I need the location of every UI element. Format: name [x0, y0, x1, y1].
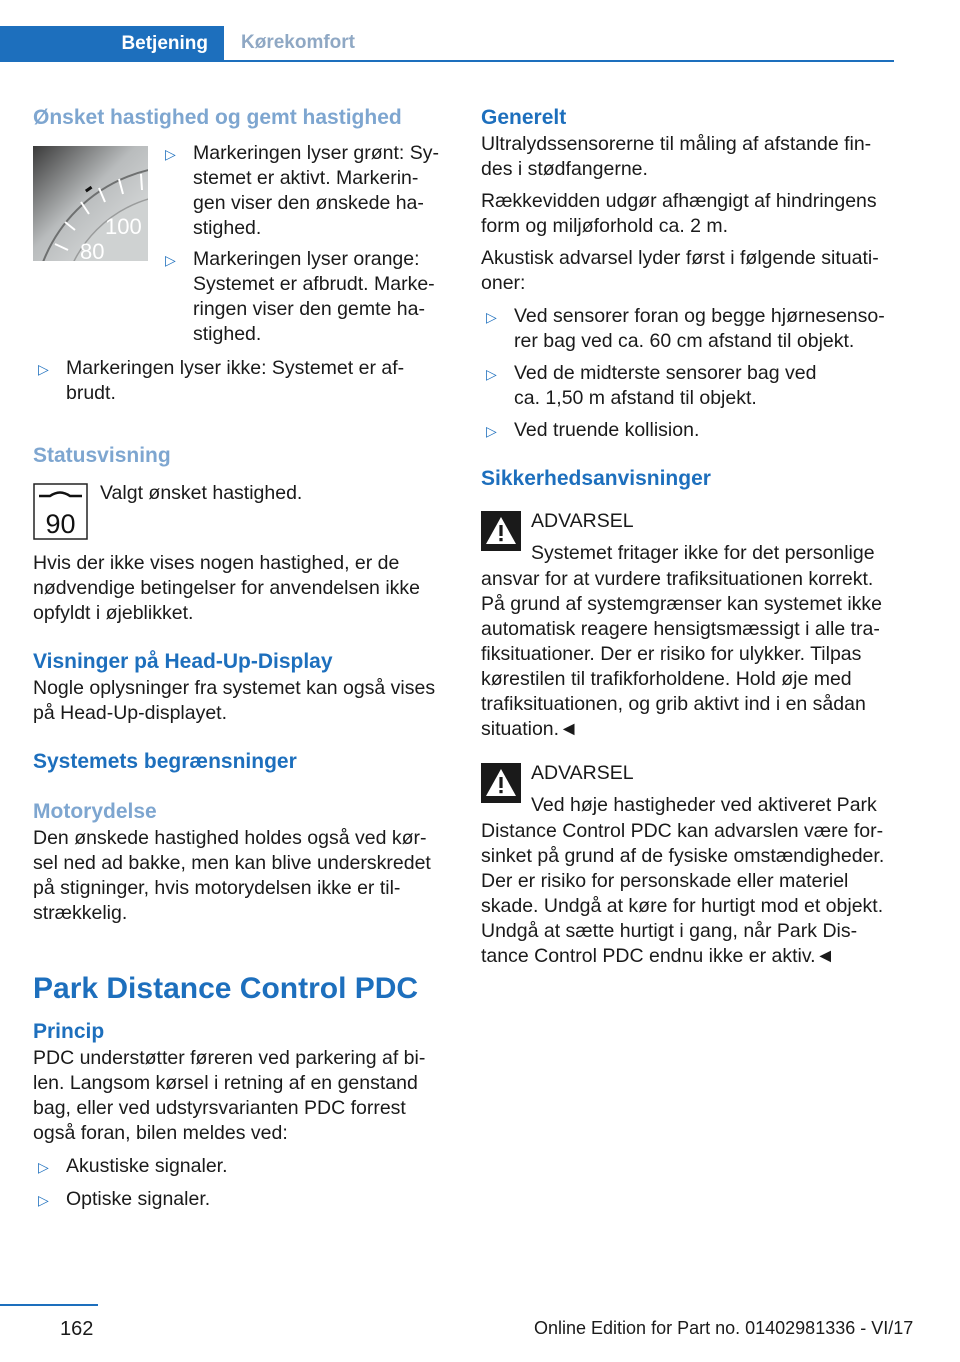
- generelt-paragraph-1: Ultralydssensorerne til måling af afstande fin- des i stødfangerne.: [481, 133, 872, 180]
- generelt-paragraph-2: Rækkevidden udgør afhængigt af hindringens form og miljøforhold ca. 2 m.: [481, 190, 877, 237]
- status-paragraph: Hvis der ikke vises nogen hastighed, er de nødvendige betingelser for anvendelsen ikke opfyldt i øjeblikket.: [33, 552, 421, 624]
- bullet-b-block: [33, 356, 448, 406]
- tab-betjening[interactable]: Betjening: [0, 26, 224, 62]
- bullet-triangle-icon: ▷: [486, 366, 497, 382]
- list-item: ▷ Optiske signaler.: [33, 1187, 448, 1212]
- warning-triangle-icon: [481, 511, 521, 551]
- header-tabbar: [0, 26, 894, 62]
- motor-paragraph: Den ønskede hastighed holdes også ved kør- sel ned ad bakke, men kan blive underskredet på stigninger, hvis motorydelsen ikke er til- strækkelig.: [33, 827, 431, 924]
- hud-heading: Visninger på Head-Up-Display: [33, 650, 333, 673]
- bullet-triangle-icon: ▷: [38, 1159, 49, 1175]
- speed-heading: Ønsket hastighed og gemt hastighed: [33, 106, 402, 129]
- list-item: ▷ Ved de midterste sensorer bag ved ca. 1,50 m afstand til objekt.: [486, 362, 817, 409]
- svg-text:90: 90: [45, 509, 76, 539]
- princip-paragraph: PDC understøtter føreren ved parkering af bi- len. Langsom kørsel i retning af en genstand bag, eller ved udstyrsvarianten PDC forrest også foran, bilen meldes ved:: [33, 1047, 426, 1144]
- status-section: [33, 442, 448, 470]
- list-item: ▷ Ved sensorer foran og begge hjørnesenso- rer bag ved ca. 60 cm afstand til objekt.: [486, 305, 885, 352]
- warning-2-body: Distance Control PDC kan advarslen være for- sinket på grund af de fysiske omstændigheder. Der er risiko for personskade eller materiel skade. Undgå at køre for hurtigt mod et objekt. Undgå at sætte hurtigt i gang, når Park Dis- tance Control PDC endnu ikke er aktiv.◄: [481, 820, 885, 967]
- list-item: ▷ Markeringen lyser grønt: Sy- stemet er aktivt. Markerin- gen viser den ønskede ha- stighed.: [165, 142, 439, 239]
- tab-korekomfort[interactable]: Kørekomfort: [241, 32, 356, 53]
- status-heading: Statusvisning: [33, 444, 171, 467]
- generelt-heading: Generelt: [481, 106, 567, 129]
- list-item: ▷ Markeringen lyser orange: Systemet er afbrudt. Marke- ringen viser den gemte ha- stighed.: [165, 248, 435, 345]
- right-column: [481, 104, 901, 493]
- warning-2-first-line: Ved høje hastigheder ved aktiveret Park: [531, 794, 877, 816]
- bullet-triangle-icon: ▷: [486, 423, 497, 439]
- warning-1-title: ADVARSEL: [531, 510, 634, 532]
- warning-1-body: ansvar for at vurdere trafiksituationen korrekt. På grund af systemgrænser kan systemet ikke automatisk reagere hensigtsmæssigt i alle tra- fiksituationer. Der er risiko for ulykker. Tilpas kørestilen til trafikforholdene. Hold øje med trafiksituationen, og grib aktivt ind i en sådan situation.◄: [481, 568, 882, 740]
- left-column: [33, 104, 448, 132]
- speedometer-gauge-image: [33, 146, 148, 261]
- pdc-heading: Park Distance Control PDC: [33, 972, 419, 1005]
- speed-bullets: [160, 141, 450, 347]
- warning-1-first-line: Systemet fritager ikke for det personlige: [531, 542, 875, 564]
- motor-heading: Motorydelse: [33, 800, 157, 823]
- list-item: ▷ Akustiske signaler.: [33, 1154, 448, 1179]
- page-number: 162: [60, 1318, 94, 1340]
- gauge-label-80: 80: [80, 239, 105, 261]
- speed-status-icon: [33, 483, 88, 540]
- hud-paragraph: Nogle oplysninger fra systemet kan også vises på Head-Up-displayet.: [33, 677, 436, 724]
- princip-heading: Princip: [33, 1020, 105, 1043]
- bullet-triangle-icon: ▷: [486, 309, 497, 325]
- list-item: ▷ Markeringen lyser ikke: Systemet er af- brudt.: [38, 357, 405, 404]
- footer-rule: [0, 1304, 98, 1306]
- status-text: Valgt ønsket hastighed.: [100, 482, 303, 504]
- bullet-triangle-icon: ▷: [165, 146, 176, 162]
- left-body: [33, 551, 448, 1212]
- limits-heading: Systemets begrænsninger: [33, 750, 297, 773]
- warning-triangle-icon: [481, 763, 521, 803]
- safety-heading: Sikkerhedsanvisninger: [481, 467, 711, 490]
- bullet-triangle-icon: ▷: [38, 1192, 49, 1208]
- warning-2-title: ADVARSEL: [531, 762, 634, 784]
- bullet-triangle-icon: ▷: [38, 361, 49, 377]
- generelt-paragraph-3: Akustisk advarsel lyder først i følgende situati- oner:: [481, 247, 879, 294]
- bullet-triangle-icon: ▷: [165, 252, 176, 268]
- edition-footer: Online Edition for Part no. 01402981336 - VI/17: [534, 1318, 914, 1338]
- header-rule: [0, 60, 894, 62]
- gauge-label-100: 100: [105, 214, 142, 239]
- list-item: ▷ Ved truende kollision.: [481, 418, 901, 443]
